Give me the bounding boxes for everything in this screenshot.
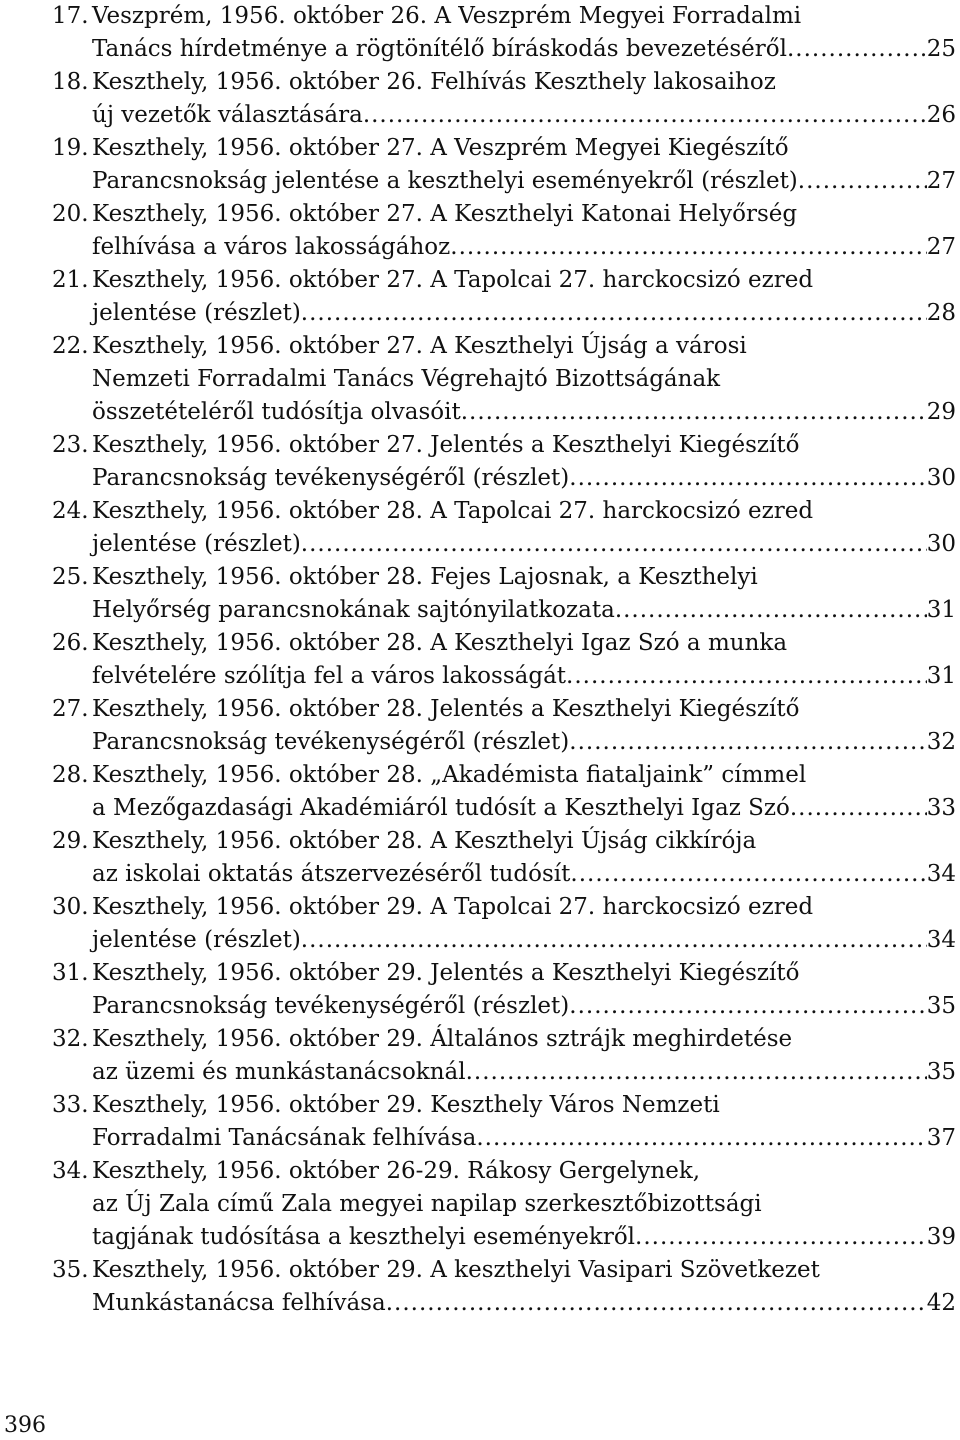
toc-entry-title: az üzemi és munkástanácsoknál (92, 1059, 466, 1085)
toc-entry-title: Keszthely, 1956. október 29. Keszthely Város Nemzeti (92, 1092, 720, 1118)
toc-entry-title: Keszthely, 1956. október 29. A keszthelyi Vasipari Szövetkezet (92, 1257, 820, 1283)
dot-leader (569, 990, 926, 1023)
toc-entry-line (52, 1254, 956, 1287)
dot-leader (635, 1221, 927, 1254)
toc-entry-title: Keszthely, 1956. október 28. A Keszthelyi Újság cikkírója (92, 828, 757, 854)
toc-entry-line (52, 858, 956, 891)
toc-entry-page: 25 (926, 36, 956, 62)
dot-leader (569, 726, 926, 759)
toc-entry (52, 66, 956, 132)
toc-entry-page: 30 (926, 531, 956, 557)
toc-entry-number: 32. (52, 1026, 89, 1052)
toc-entry-line (52, 561, 956, 594)
toc-entry-line (52, 1287, 956, 1320)
toc-entry (52, 132, 956, 198)
toc-entry-line (52, 528, 956, 561)
toc-entry-title: új vezetők választására (92, 102, 363, 128)
toc-entry (52, 1155, 956, 1254)
toc-entry-title: Keszthely, 1956. október 26. Felhívás Keszthely lakosaihoz (92, 69, 776, 95)
toc-entry-line (52, 198, 956, 231)
toc-entry (52, 429, 956, 495)
toc-entry-line (52, 462, 956, 495)
toc-entry-number: 18. (52, 69, 89, 95)
toc-entry-line (52, 1188, 956, 1221)
toc-entry-title: a Mezőgazdasági Akadémiáról tudósít a Keszthelyi Igaz Szó (92, 795, 790, 821)
toc-entry-line (52, 1089, 956, 1122)
toc-entry-line (52, 1023, 956, 1056)
toc-entry-title: Keszthely, 1956. október 27. A Veszprém Megyei Kiegészítő (92, 135, 789, 161)
toc-entry-page: 32 (926, 729, 956, 755)
toc-entry-title: Keszthely, 1956. október 29. Általános sztrájk meghirdetése (92, 1026, 793, 1052)
toc-entry-line (52, 1056, 956, 1089)
toc-entry-line (52, 363, 956, 396)
toc-entry-title: az Új Zala című Zala megyei napilap szerkesztőbizottsági (92, 1191, 762, 1217)
toc-entry-title: Keszthely, 1956. október 27. A Keszthelyi Újság a városi (92, 333, 747, 359)
toc-entry-line (52, 726, 956, 759)
toc-entry-title: Keszthely, 1956. október 29. Jelentés a Keszthelyi Kiegészítő (92, 960, 800, 986)
toc-entry-line (52, 33, 956, 66)
toc-entry-title: jelentése (részlet) (92, 927, 301, 953)
dot-leader (450, 231, 926, 264)
toc-entry-number: 26. (52, 630, 89, 656)
toc-entry-line (52, 693, 956, 726)
toc-entry (52, 1089, 956, 1155)
toc-entry-title: tagjának tudósítása a keszthelyi eseményekről (92, 1224, 636, 1250)
dot-leader (301, 528, 927, 561)
toc-entry-page: 42 (926, 1290, 956, 1316)
toc-entry-line (52, 1221, 956, 1254)
dot-leader (466, 1056, 927, 1089)
toc-entry-line (52, 0, 956, 33)
toc-entry (52, 561, 956, 627)
toc-entry-number: 31. (52, 960, 89, 986)
dot-leader (363, 99, 927, 132)
toc-entry-number: 29. (52, 828, 89, 854)
toc-entry-number: 22. (52, 333, 89, 359)
toc-entry-line (52, 66, 956, 99)
toc-entry (52, 1254, 956, 1320)
toc-entry-title: Keszthely, 1956. október 27. A Keszthelyi Katonai Helyőrség (92, 201, 798, 227)
toc-entry-number: 23. (52, 432, 89, 458)
toc-entry-line (52, 429, 956, 462)
toc-entry-page: 30 (926, 465, 956, 491)
toc-entry-page: 33 (926, 795, 956, 821)
dot-leader (476, 1122, 926, 1155)
toc-entry-page: 35 (926, 993, 956, 1019)
toc-entry-title: Keszthely, 1956. október 27. Jelentés a Keszthelyi Kiegészítő (92, 432, 800, 458)
dot-leader (301, 297, 927, 330)
toc-entry-title: Keszthely, 1956. október 26-29. Rákosy Gergelynek, (92, 1158, 701, 1184)
toc-entry-title: Keszthely, 1956. október 29. A Tapolcai 27. harckocsizó ezred (92, 894, 814, 920)
toc-entry-title: Keszthely, 1956. október 28. „Akadémista fiataljaink” címmel (92, 762, 807, 788)
toc-entry-number: 21. (52, 267, 89, 293)
toc-entry-title: Forradalmi Tanácsának felhívása (92, 1125, 477, 1151)
toc-entry-line (52, 264, 956, 297)
toc-entry-line (52, 132, 956, 165)
toc-entry-line (52, 924, 956, 957)
toc-entry (52, 825, 956, 891)
toc-entry-number: 33. (52, 1092, 89, 1118)
toc-entry-title: felvételére szólítja fel a város lakosságát (92, 663, 567, 689)
toc-entry-page: 28 (926, 300, 956, 326)
toc-entry-title: Parancsnokság tevékenységéről (részlet) (92, 993, 570, 1019)
toc-entry-page: 34 (926, 927, 956, 953)
toc-entry-title: Keszthely, 1956. október 28. Fejes Lajosnak, a Keszthelyi (92, 564, 758, 590)
toc-entry (52, 198, 956, 264)
toc-entry-line (52, 231, 956, 264)
toc-entry (52, 627, 956, 693)
toc-entry-page: 34 (926, 861, 956, 887)
toc-entry-title: Keszthely, 1956. október 28. A Keszthelyi Igaz Szó a munka (92, 630, 788, 656)
toc-entry-line (52, 1122, 956, 1155)
dot-leader (615, 594, 927, 627)
toc-entry-line (52, 825, 956, 858)
toc-entry-line (52, 165, 956, 198)
toc-entry-line (52, 396, 956, 429)
toc-entry-title: jelentése (részlet) (92, 300, 301, 326)
dot-leader (386, 1287, 927, 1320)
toc-entry-number: 28. (52, 762, 89, 788)
toc-entry-line (52, 1155, 956, 1188)
toc-entry-line (52, 297, 956, 330)
toc-entry-title: Veszprém, 1956. október 26. A Veszprém Megyei Forradalmi (92, 3, 802, 29)
toc-entry-title: Tanács hírdetménye a rögtönítélő bíráskodás bevezetéséről (92, 36, 787, 62)
toc-entry-page: 31 (926, 597, 956, 623)
toc-entry-line (52, 495, 956, 528)
toc-entry-title: jelentése (részlet) (92, 531, 301, 557)
toc-entry (52, 330, 956, 429)
toc-entry-title: Parancsnokság tevékenységéről (részlet) (92, 465, 570, 491)
toc-entry-line (52, 759, 956, 792)
toc-entry-number: 34. (52, 1158, 89, 1184)
page-number: 396 (4, 1413, 46, 1438)
toc-entry-page: 39 (926, 1224, 956, 1250)
toc-entry-title: összetételéről tudósítja olvasóit (92, 399, 461, 425)
toc-entry-line (52, 990, 956, 1023)
toc-entry-line (52, 594, 956, 627)
toc-entry-number: 17. (52, 3, 89, 29)
toc-entry-title: Munkástanácsa felhívása (92, 1290, 386, 1316)
toc-entry-number: 27. (52, 696, 89, 722)
toc-entry-page: 31 (926, 663, 956, 689)
toc-entry (52, 891, 956, 957)
table-of-contents (52, 0, 956, 1320)
toc-entry (52, 0, 956, 66)
toc-entry-number: 30. (52, 894, 89, 920)
toc-entry-title: Helyőrség parancsnokának sajtónyilatkozata (92, 597, 615, 623)
toc-entry-line (52, 891, 956, 924)
toc-entry-number: 25. (52, 564, 89, 590)
toc-entry-number: 35. (52, 1257, 89, 1283)
toc-entry-title: Keszthely, 1956. október 28. A Tapolcai 27. harckocsizó ezred (92, 498, 814, 524)
toc-entry-title: Nemzeti Forradalmi Tanács Végrehajtó Bizottságának (92, 366, 721, 392)
toc-entry-title: Keszthely, 1956. október 28. Jelentés a Keszthelyi Kiegészítő (92, 696, 800, 722)
toc-entry-page: 37 (926, 1125, 956, 1151)
toc-entry-title: az iskolai oktatás átszervezéséről tudósít (92, 861, 571, 887)
toc-entry-line (52, 330, 956, 363)
toc-entry-number: 20. (52, 201, 89, 227)
toc-entry (52, 957, 956, 1023)
toc-entry-page: 27 (926, 168, 956, 194)
dot-leader (790, 792, 927, 825)
toc-entry-title: felhívása a város lakosságához (92, 234, 451, 260)
toc-entry-number: 24. (52, 498, 89, 524)
toc-entry-line (52, 627, 956, 660)
toc-entry-page: 35 (926, 1059, 956, 1085)
toc-entry-page: 29 (926, 399, 956, 425)
toc-entry-line (52, 957, 956, 990)
dot-leader (569, 462, 926, 495)
toc-entry-line (52, 99, 956, 132)
toc-entry-title: Parancsnokság jelentése a keszthelyi eseményekről (részlet) (92, 168, 798, 194)
toc-entry-line (52, 792, 956, 825)
dot-leader (461, 396, 927, 429)
toc-entry-line (52, 660, 956, 693)
dot-leader (570, 858, 926, 891)
toc-entry-page: 27 (926, 234, 956, 260)
toc-entry-page: 26 (926, 102, 956, 128)
toc-entry (52, 1023, 956, 1089)
dot-leader (787, 33, 927, 66)
dot-leader (566, 660, 927, 693)
toc-entry (52, 264, 956, 330)
toc-entry (52, 759, 956, 825)
toc-entry (52, 693, 956, 759)
dot-leader (798, 165, 927, 198)
toc-entry (52, 495, 956, 561)
toc-entry-number: 19. (52, 135, 89, 161)
toc-entry-title: Keszthely, 1956. október 27. A Tapolcai 27. harckocsizó ezred (92, 267, 814, 293)
toc-entry-title: Parancsnokság tevékenységéről (részlet) (92, 729, 570, 755)
dot-leader (301, 924, 927, 957)
